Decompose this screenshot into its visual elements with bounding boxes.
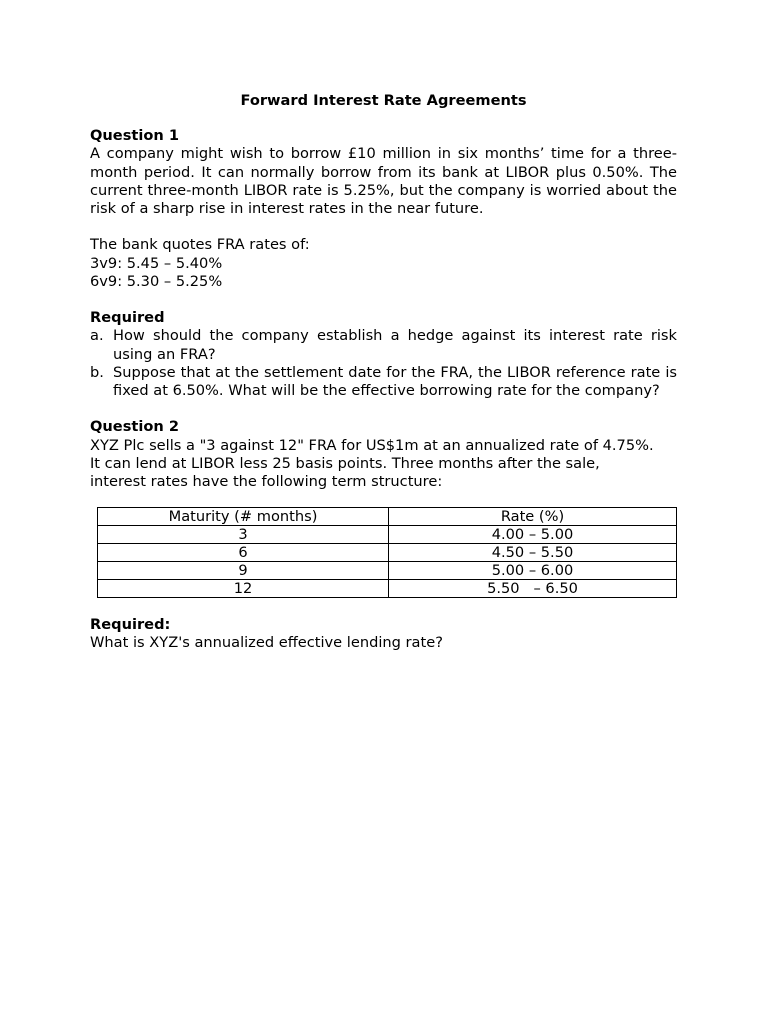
required-item xyxy=(90,327,677,363)
rate-column-header: Rate (%) xyxy=(389,508,677,526)
question-1-required-heading: Required xyxy=(90,309,165,327)
table-row xyxy=(98,526,677,544)
question-2-required-heading: Required: xyxy=(90,616,171,634)
question-2 xyxy=(90,418,677,652)
table-row xyxy=(98,544,677,562)
required-item-text: How should the company establish a hedge against its interest rate risk using an FRA? xyxy=(113,327,677,363)
rate-cell: 4.50 – 5.50 xyxy=(389,544,677,562)
question-1-heading: Question 1 xyxy=(90,127,180,145)
maturity-cell: 6 xyxy=(98,544,389,562)
rate-cell: 5.00 – 6.00 xyxy=(389,562,677,580)
fra-quote: 3v9: 5.45 – 5.40% xyxy=(90,254,223,272)
question-1-intro: A company might wish to borrow £10 million in six months’ time for a three-month period. It can normally borrow from its bank at LIBOR plus 0.50%. The current three-month LIBOR rate is 5.25%, but the company is worried about the risk of a sharp rise in interest rates in the near future. xyxy=(90,145,677,218)
required-item-marker: b. xyxy=(90,363,104,381)
term-structure-table xyxy=(97,507,677,598)
quotes-intro: The bank quotes FRA rates of: xyxy=(90,236,310,254)
table-row xyxy=(98,580,677,598)
required-item-text: Suppose that at the settlement date for the FRA, the LIBOR reference rate is fixed at 6.50%. What will be the effective borrowing rate for the company? xyxy=(113,363,677,400)
maturity-cell: 3 xyxy=(98,526,389,544)
question-2-text-line: It can lend at LIBOR less 25 basis points. Three months after the sale, xyxy=(90,454,600,472)
table-row xyxy=(98,562,677,580)
document-body xyxy=(90,92,677,653)
rate-cell: 5.50 – 6.50 xyxy=(389,580,677,598)
question-2-heading: Question 2 xyxy=(90,418,180,436)
question-2-text-line: XYZ Plc sells a "3 against 12" FRA for US$1m at an annualized rate of 4.75%. xyxy=(90,436,654,454)
question-1-required-list xyxy=(90,327,677,400)
maturity-cell: 9 xyxy=(98,562,389,580)
maturity-cell: 12 xyxy=(98,580,389,598)
question-1 xyxy=(90,127,677,400)
table-header-row xyxy=(98,508,677,526)
document-title: Forward Interest Rate Agreements xyxy=(240,92,527,109)
required-item xyxy=(90,364,677,400)
question-2-text-line: interest rates have the following term structure: xyxy=(90,473,443,491)
maturity-column-header: Maturity (# months) xyxy=(98,508,389,526)
required-item-marker: a. xyxy=(90,327,104,345)
fra-quote: 6v9: 5.30 – 5.25% xyxy=(90,272,223,290)
question-2-required-text: What is XYZ's annualized effective lending rate? xyxy=(90,634,443,652)
rate-cell: 4.00 – 5.00 xyxy=(389,526,677,544)
